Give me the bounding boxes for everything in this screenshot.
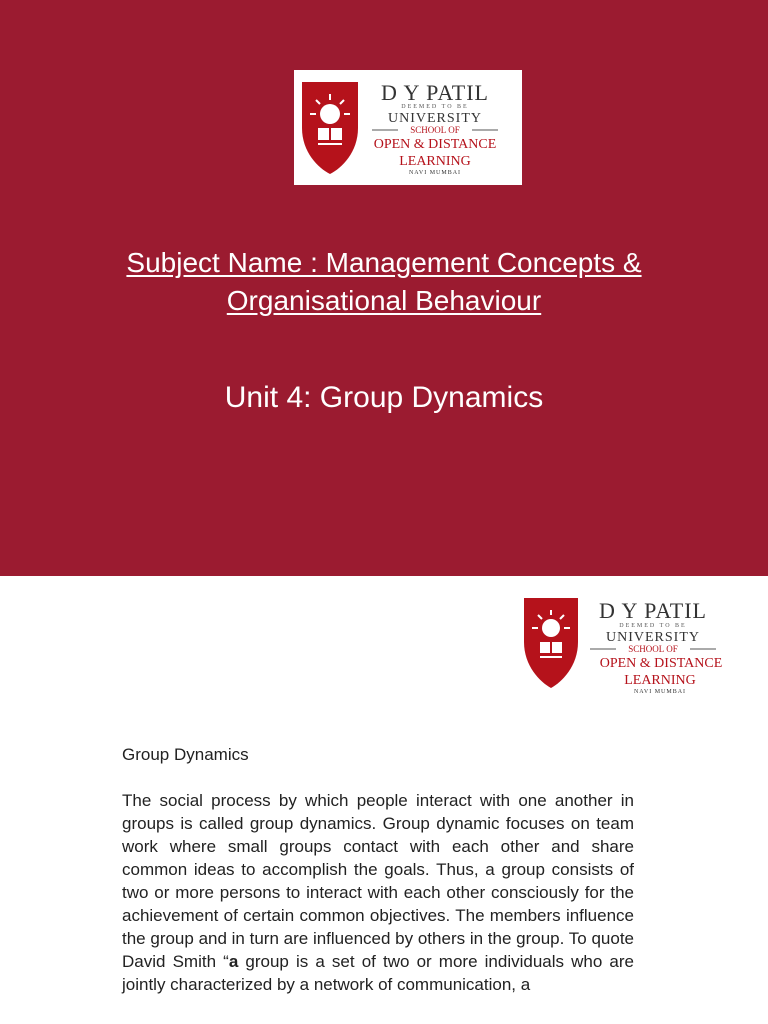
subject-line-2: Organisational Behaviour — [226, 285, 542, 316]
logo-name: D Y PATIL — [380, 80, 489, 105]
logo-deemed: DEEMED TO BE — [619, 623, 687, 629]
university-logo — [294, 70, 522, 185]
logo-university: UNIVERSITY — [388, 111, 482, 126]
paragraph-bold-word: a — [228, 952, 239, 971]
logo-deemed: DEEMED TO BE — [401, 104, 469, 110]
logo-location: NAVI MUMBAI — [408, 170, 462, 176]
logo-program-line2: LEARNING — [624, 673, 696, 688]
section-heading: Group Dynamics — [122, 745, 249, 764]
logo-program-line1: OPEN & DISTANCE — [373, 137, 497, 152]
university-logo-small — [520, 592, 740, 702]
logo-program-line1: OPEN & DISTANCE — [599, 656, 723, 671]
logo-school: SCHOOL OF — [628, 644, 678, 654]
paragraph-text: The social process by which people interact with one another in groups is called group dynamics. Group dynamic focuses on team work where small groups contact with each other and share common ideas to accomplish the goals. Thus, a group consists of two or more persons to interact with each other consciously for the achievement of certain common objectives. The members influence the group and in turn are influenced by others in the group. To quote David Smith “ — [122, 791, 634, 971]
logo-program-line2: LEARNING — [399, 154, 471, 169]
logo-name: D Y PATIL — [598, 598, 707, 623]
logo-university: UNIVERSITY — [606, 630, 700, 645]
unit-title: Unit 4: Group Dynamics — [224, 381, 544, 414]
subject-title — [40, 244, 728, 320]
logo-location: NAVI MUMBAI — [633, 689, 687, 695]
logo-school: SCHOOL OF — [410, 125, 460, 135]
body-paragraph — [122, 789, 634, 996]
subject-line-1: Subject Name : Management Concepts & — [126, 247, 642, 278]
paragraph-text-continued: group is a set of two or more individuals who are jointly characterized by a network of communication, a — [122, 952, 634, 994]
